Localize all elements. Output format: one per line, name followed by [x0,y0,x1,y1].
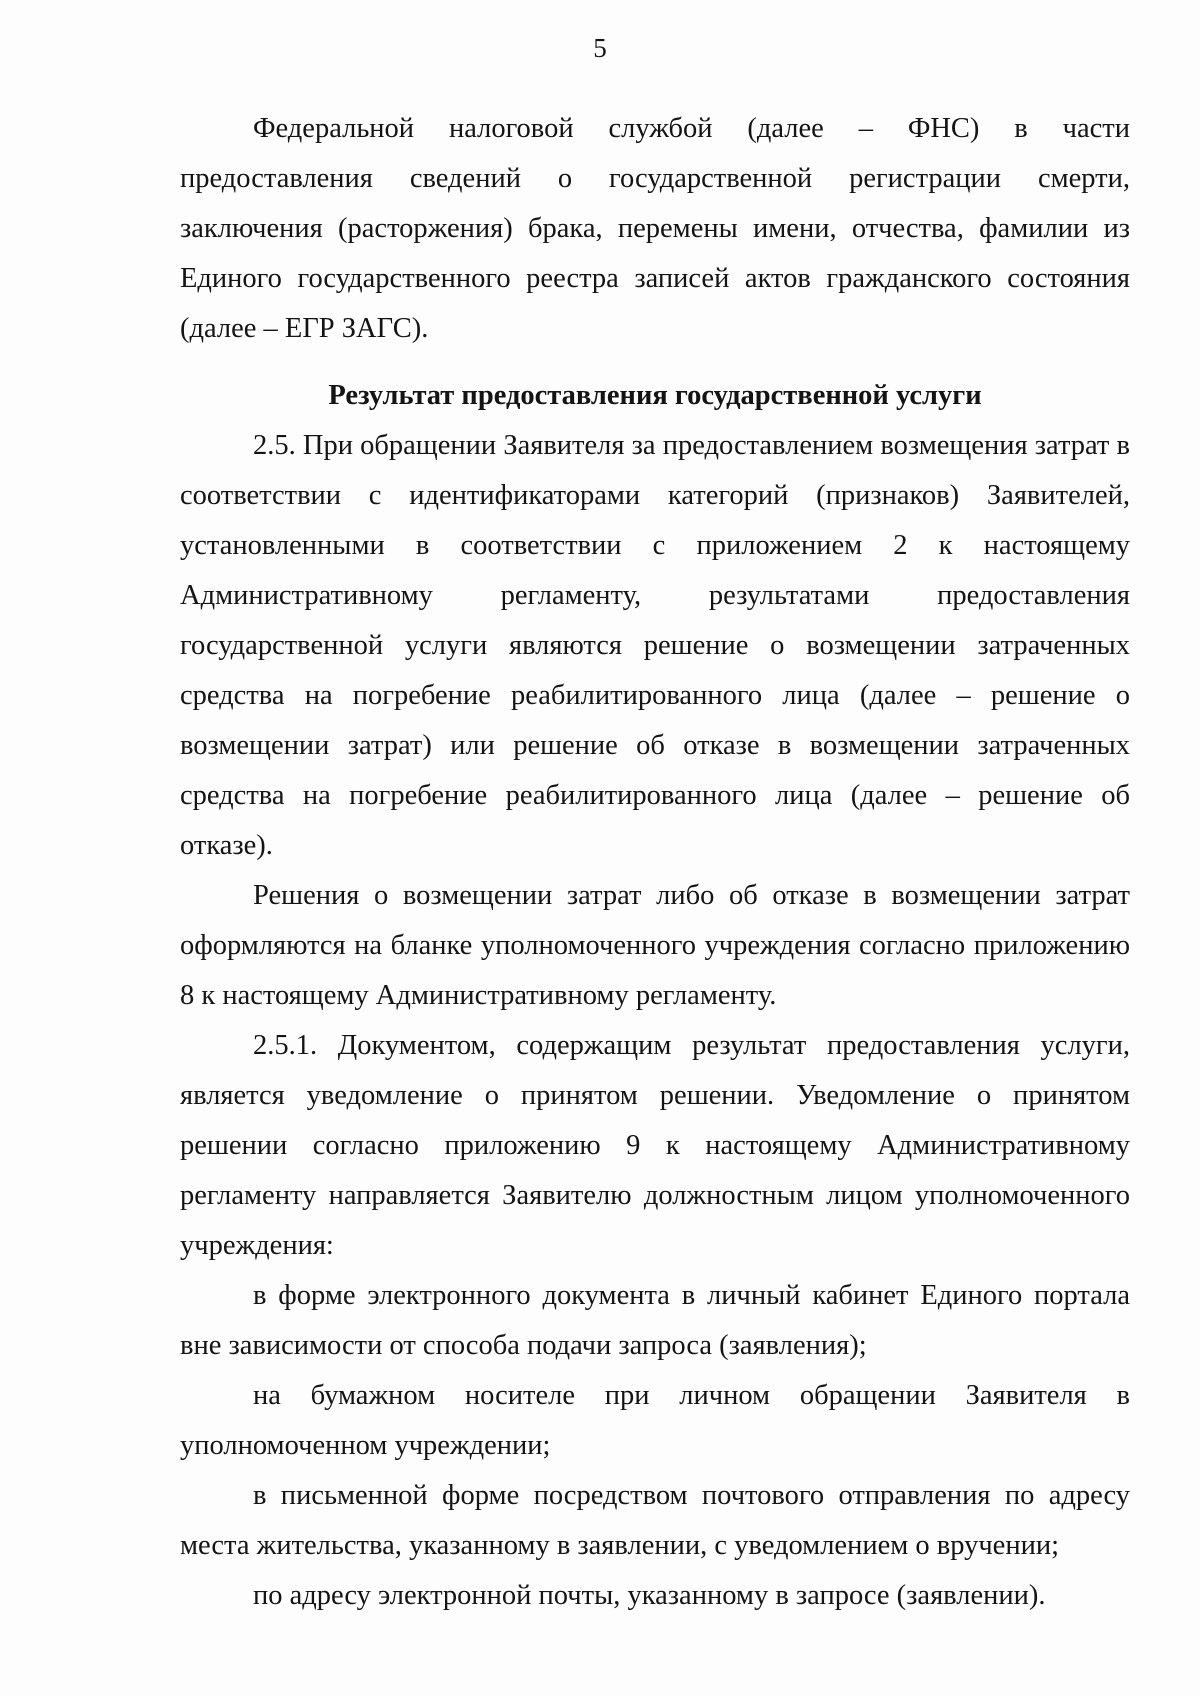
paragraph-2-5-1: 2.5.1. Документом, содержащим результат предоставления услуги, является уведомление о принятом решении. Уведомление о принятом решении согласно приложению 9 к настоящему Административному регламенту направляется Заявителю должностным лицом уполномоченного учреждения: [180,1030,1130,1261]
list-item-electronic: в форме электронного документа в личный кабинет Единого портала вне зависимости от способа подачи запроса (заявления); [180,1280,1130,1361]
paragraph-2-5: 2.5. При обращении Заявителя за предоставлением возмещения затрат в соответствии с идентификаторами категорий (признаков) Заявителей, установленными в соответствии с приложением 2 к настоящему Административному регламенту, результатами предоставления государственной услуги являются решение о возмещении затраченных средства на погребение реабилитированного лица (далее – решение о возмещении затрат) или решение об отказе в возмещении затраченных средства на погребение реабилитированного лица (далее – решение об отказе). [180,430,1130,861]
list-item-postal: в письменной форме посредством почтового отправления по адресу места жительства, указанному в заявлении, с уведомлением о вручении; [180,1480,1130,1561]
document-body [180,104,1130,1621]
section-heading: Результат предоставления государственной услуги [328,380,982,411]
list-item-email: по адресу электронной почты, указанному в запросе (заявлении). [253,1580,1046,1611]
list-item-paper: на бумажном носителе при личном обращении Заявителя в уполномоченном учреждении; [180,1380,1130,1461]
paragraph-decisions-form: Решения о возмещении затрат либо об отказе в возмещении затрат оформляются на бланке уполномоченного учреждения согласно приложению 8 к настоящему Административному регламенту. [180,880,1130,1011]
paragraph-fns-info: Федеральной налоговой службой (далее – ФНС) в части предоставления сведений о государственной регистрации смерти, заключения (расторжения) брака, перемены имени, отчества, фамилии из Единого государственного реестра записей актов гражданского состояния (далее – ЕГР ЗАГС). [180,113,1130,344]
page-number: 5 [593,33,607,63]
